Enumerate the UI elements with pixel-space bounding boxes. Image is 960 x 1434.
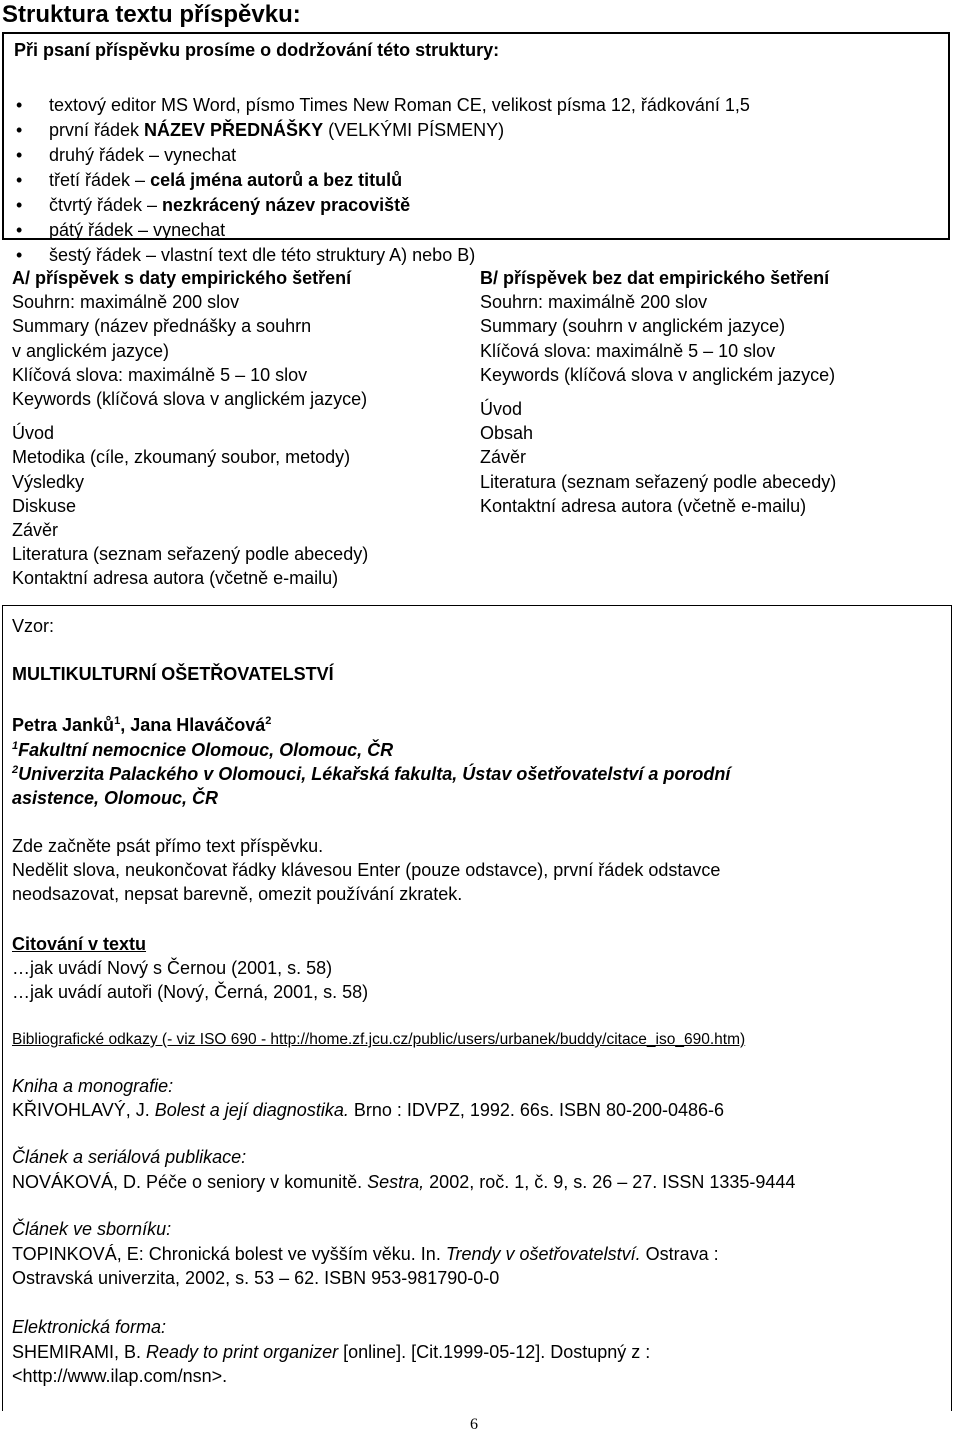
body-line: Zde začněte psát přímo text příspěvku. [12,836,324,856]
column-b-line: Literatura (seznam seřazený podle abecedy) [480,471,837,492]
citation-heading: Citování v textu [12,934,147,954]
column-a-line: Metodika (cíle, zkoumaný soubor, metody) [12,447,351,468]
list-item: • textový editor MS Word, písmo Times New Roman CE, velikost písma 12, řádkování 1,5 [4,93,750,118]
column-b-line: Obsah [480,423,534,444]
column-a-heading: A/ příspěvek s daty empirického šetření [12,268,352,288]
bullet-icon: • [16,120,23,140]
bullet-icon: • [16,195,23,215]
list-item: • šestý řádek – vlastní text dle této struktury A) nebo B) [4,243,750,268]
citation-example: …jak uvádí autoři (Nový, Černá, 2001, s. 58) [12,982,369,1002]
column-b-line: Souhrn: maximálně 200 slov [480,292,708,313]
column-b-heading: B/ příspěvek bez dat empirického šetření [480,268,830,288]
structure-box [2,32,950,265]
column-b-line: Kontaktní adresa autora (včetně e-mailu) [480,495,807,516]
column-a-line: Diskuse [12,495,77,516]
affiliation-2: $^2$Univerzita Palackého v Olomouci, Lékařská fakulta, Ústav ošetřovatelství a porodní [12,764,731,784]
column-a-line: Výsledky [12,471,85,492]
column-b-line: Keywords (klíčová slova v anglickém jazyce) [480,364,836,385]
citation-example: …jak uvádí Nový s Černou (2001, s. 58) [12,958,333,978]
bibliography-link[interactable]: Bibliografické odkazy (- viz ISO 690 - http://home.zf.jcu.cz/public/users/urbanek/buddy/citace_iso_690.htm) [12,1031,746,1048]
proceedings-reference-cont: Ostravská univerzita, 2002, s. 53 – 62. ISBN 953-981790-0-0 [12,1268,500,1288]
column-a-line: v anglickém jazyce) [12,340,170,361]
column-b-line: Klíčová slova: maximálně 5 – 10 slov [480,340,776,361]
bullet-icon: • [16,245,23,265]
body-line: Nedělit slova, neukončovat řádky klávesou Enter (pouze odstavce), první řádek odstavce [12,860,721,880]
list-item: • třetí řádek – celá jména autorů a bez titulů [4,168,750,193]
electronic-reference: SHEMIRAMI, B. Ready to print organizer [online]. [Cit.1999-05-12]. Dostupný z : [12,1342,651,1362]
column-a-line: Summary (název přednášky a souhrn [12,316,312,337]
bullet-icon: • [16,95,23,115]
structure-intro: Při psaní příspěvku prosíme o dodržování této struktury: [14,40,500,60]
bullet-icon: • [16,170,23,190]
column-a-line: Klíčová slova: maximálně 5 – 10 slov [12,364,308,385]
list-item: • pátý řádek – vynechat [4,218,750,243]
column-a [12,266,452,591]
column-b-line: Závěr [480,447,527,468]
electronic-label: Elektronická forma: [12,1317,167,1337]
page-title: Struktura textu příspěvku: [2,1,301,28]
proceedings-reference: TOPINKOVÁ, E: Chronická bolest ve vyšším věku. In. Trendy v ošetřovatelství. Ostrava : [12,1244,719,1264]
book-label: Kniha a monografie: [12,1076,174,1096]
sample-label: Vzor: [12,616,55,636]
bullet-icon: • [16,220,23,240]
structure-list [4,93,750,268]
column-b [480,266,950,518]
column-a-line: Literatura (seznam seřazený podle abecedy) [12,544,369,565]
page-number: 6 [470,1416,478,1433]
list-item: • druhý řádek – vynechat [4,143,750,168]
authors: Petra Janků$^1$, Jana Hlaváčová$^2$ [12,715,272,735]
column-b-line: Summary (souhrn v anglickém jazyce) [480,316,786,337]
column-a-line: Souhrn: maximálně 200 slov [12,292,240,313]
column-a-line: Kontaktní adresa autora (včetně e-mailu) [12,568,339,589]
body-line: neodsazovat, nepsat barevně, omezit používání zkratek. [12,884,463,904]
article-label: Článek a seriálová publikace: [12,1147,247,1167]
electronic-reference-cont: <http://www.ilap.com/nsn>. [12,1366,228,1386]
article-reference: NOVÁKOVÁ, D. Péče o seniory v komunitě. Sestra, 2002, roč. 1, č. 9, s. 26 – 27. ISSN 1335-9444 [12,1172,796,1192]
column-a-line: Úvod [12,423,55,444]
proceedings-label: Článek ve sborníku: [12,1219,172,1239]
column-a-line: Keywords (klíčová slova v anglickém jazyce) [12,389,368,410]
list-item: • čtvrtý řádek – nezkrácený název pracoviště [4,193,750,218]
lecture-title: MULTIKULTURNÍ OŠETŘOVATELSTVÍ [12,664,334,684]
column-b-line: Úvod [480,399,523,420]
bullet-icon: • [16,145,23,165]
affiliation-2-cont: asistence, Olomouc, ČR [12,788,219,808]
column-a-line: Závěr [12,520,59,541]
list-item: • první řádek NÁZEV PŘEDNÁŠKY (VELKÝMI PÍSMENY) [4,118,750,143]
affiliation-1: $^1$Fakultní nemocnice Olomouc, Olomouc, ČR [12,740,394,760]
book-reference: KŘIVOHLAVÝ, J. Bolest a její diagnostika. Brno : IDVPZ, 1992. 66s. ISBN 80-200-0486-6 [12,1100,725,1120]
